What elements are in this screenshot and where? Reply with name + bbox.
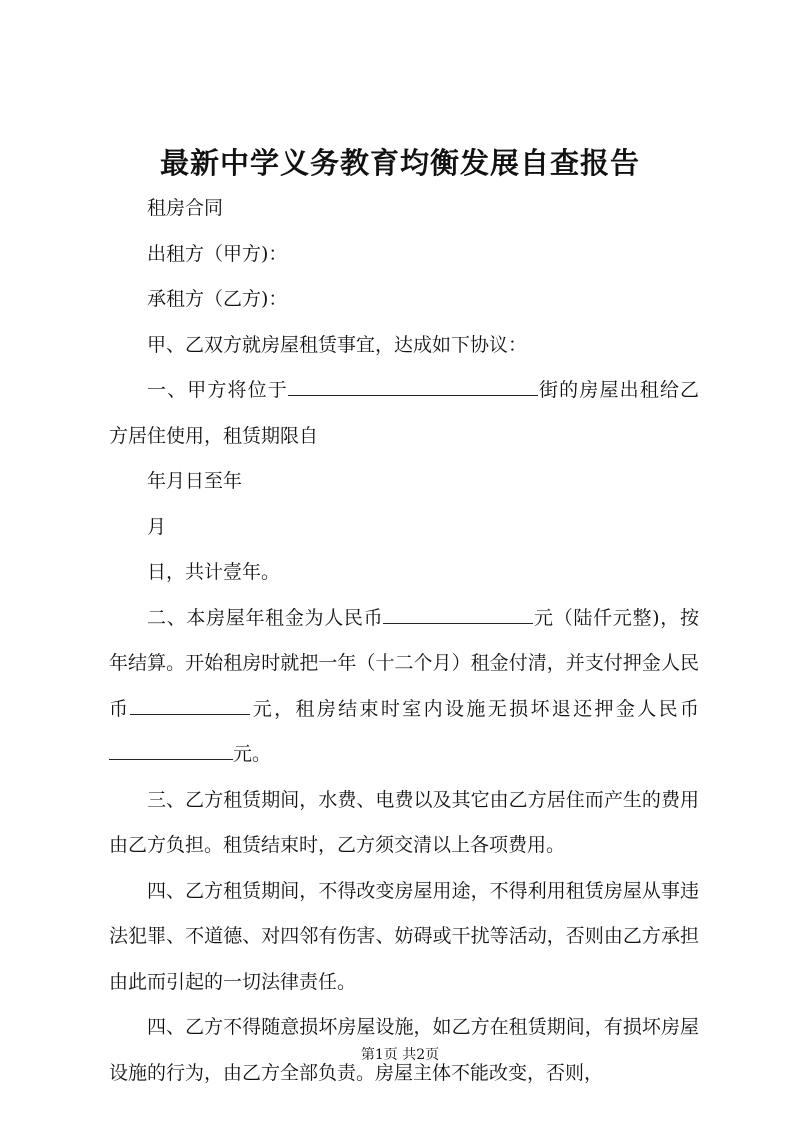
paragraph-lessee: 承租方（乙方)：: [147, 288, 288, 310]
clause-2-text-b: 元（陆仟元整)，按年结算。开始租房时就把一年（十二个月）租金付清，并支付押金人民币: [109, 606, 699, 720]
clause-1-text-start: 一、甲方将位于: [147, 379, 288, 401]
paragraph-agreement-intro: 甲、乙双方就房屋租赁事宜，达成如下协议：: [147, 333, 528, 356]
clause-2-text-c: 元，租房结束时室内设施无损坏退还押金人民币: [250, 697, 699, 720]
paragraph-month: 月: [147, 515, 167, 538]
paragraph-contract-heading: 租房合同: [147, 197, 224, 219]
paragraph-clause-3: 三、乙方租赁期间，水费、电费以及其它由乙方居住而产生的费用由乙方负担。租赁结束时，乙方须交清以上各项费用。: [109, 788, 699, 856]
paragraph-day-total: 日，共计壹年。: [147, 561, 281, 583]
clause-2-text-d: 元。: [233, 743, 272, 765]
street-blank-line: [288, 375, 538, 396]
paragraph-clause-4b: 四、乙方不得随意损坏房屋设施，如乙方在租赁期间，有损坏房屋设施的行为，由乙方全部负责。房屋主体不能改变，否则，: [109, 1016, 699, 1084]
document-title: 最新中学义务教育均衡发展自查报告: [159, 146, 640, 180]
paragraph-clause-1: [109, 368, 699, 459]
page-footer: 第1页 共2页: [360, 1047, 440, 1063]
document-body: [109, 186, 699, 1096]
paragraph-date-range: 年月日至年: [147, 470, 243, 492]
clause-1-text-end: 街的房屋出租给乙方居住使用，租赁期限自: [109, 379, 699, 447]
rent-amount-blank-line: [383, 603, 533, 624]
deposit-blank-line: [130, 694, 250, 715]
clause-2-text-a: 二、本房屋年租金为人民币: [147, 606, 384, 629]
deposit-refund-blank-line: [109, 739, 233, 760]
paragraph-lessor: 出租方（甲方)：: [147, 242, 288, 265]
paragraph-clause-2: [109, 596, 699, 778]
paragraph-clause-4a: 四、乙方租赁期间，不得改变房屋用途，不得利用租赁房屋从事违法犯罪、不道德、对四邻有伤害、妨碍或干扰等活动，否则由乙方承担由此而引起的一切法律责任。: [109, 879, 699, 993]
